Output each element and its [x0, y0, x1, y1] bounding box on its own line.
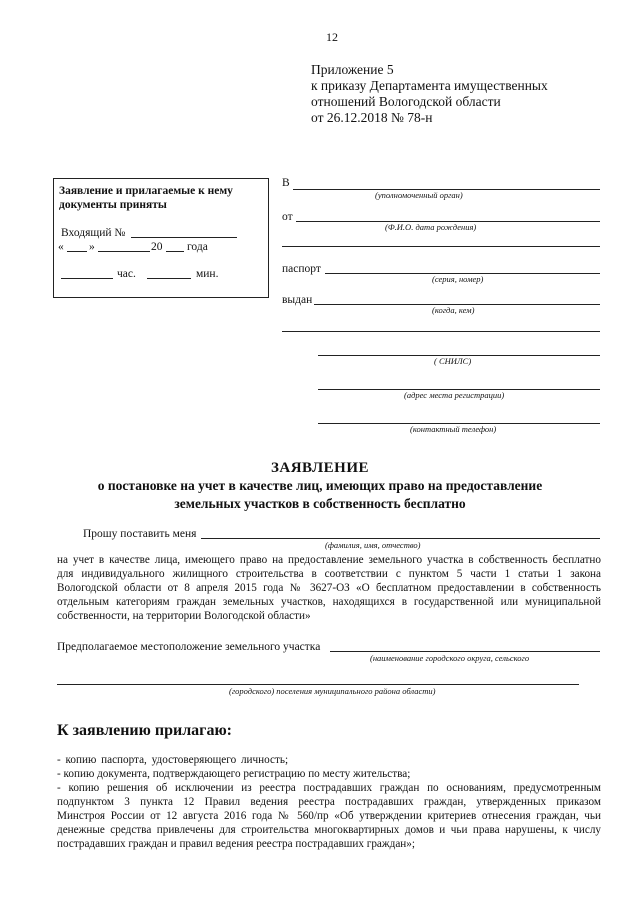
paragraph-line: на учет в качестве лица, имеющего право на предоставление земельного участка в собственность бесплатно: [57, 554, 601, 566]
page-number: 12: [326, 30, 338, 44]
request-caption: (фамилия, имя, отчество): [325, 540, 421, 550]
paragraph-line: для индивидуального жилищного строительства в соответствии с пунктом 5 части 1 статьи 1 закона: [57, 568, 601, 580]
attachments-heading: К заявлению прилагаю:: [57, 722, 232, 739]
attachment-item: Минстроя России от 12 августа 2016 года № 560/пр «Об утверждении критериев отнесения граждан, чьи: [57, 810, 601, 822]
paragraph-line: отдельным категориям граждан земельных участков, находящихся в государственной или муниципальной: [57, 596, 601, 608]
location-field[interactable]: [330, 651, 600, 652]
location-caption: (городского) поселения муниципального района области): [229, 686, 436, 696]
hours-label: час.: [117, 268, 136, 280]
passport-label: паспорт: [282, 263, 321, 275]
issued-field-extra[interactable]: [282, 331, 600, 332]
from-field-extra[interactable]: [282, 246, 600, 247]
to-caption: (уполномоченный орган): [375, 190, 463, 200]
attachment-item: пострадавших граждан и правил ведения реестра пострадавших граждан»;: [57, 838, 415, 850]
year-suffix: года: [187, 241, 208, 253]
address-caption: (адрес места регистрации): [404, 390, 505, 400]
location-field-extra[interactable]: [57, 684, 579, 685]
month-field[interactable]: [98, 251, 150, 252]
issued-caption: (когда, кем): [432, 305, 475, 315]
incoming-label: Входящий №: [61, 227, 126, 239]
attachments-list: [57, 753, 601, 851]
hours-field[interactable]: [61, 278, 113, 279]
year-field[interactable]: [166, 251, 184, 252]
quote-close: »: [89, 241, 95, 253]
appendix-line: от 26.12.2018 № 78-н: [311, 110, 433, 125]
receipt-title: документы приняты: [59, 199, 167, 211]
minutes-label: мин.: [196, 268, 219, 280]
document-subtitle: о постановке на учет в качестве лиц, имеющих право на предоставление: [97, 478, 543, 493]
passport-caption: (серия, номер): [432, 274, 484, 284]
minutes-field[interactable]: [147, 278, 191, 279]
receipt-title: Заявление и прилагаемые к нему: [59, 185, 233, 197]
appendix-block: [311, 62, 548, 126]
paragraph-line: Вологодской области от 8 апреля 2015 года № 3627-ОЗ «О бесплатном предоставлении в собственность: [57, 582, 601, 594]
day-field[interactable]: [67, 251, 87, 252]
paragraph-line: собственности, на территории Вологодской области»: [57, 610, 311, 622]
attachment-item: денежные средства привлечены для строительства многоквартирных домов и чьи права нарушены, к числу: [57, 824, 601, 836]
body-paragraph: [57, 553, 601, 623]
appendix-line: Приложение 5: [311, 62, 394, 77]
issued-label: выдан: [282, 294, 313, 306]
appendix-line: отношений Вологодской области: [311, 94, 501, 109]
request-label: Прошу поставить меня: [83, 528, 197, 540]
from-caption: (Ф.И.О. дата рождения): [385, 222, 477, 232]
location-label: Предполагаемое местоположение земельного участка: [57, 641, 321, 653]
year-prefix: 20: [151, 241, 163, 253]
from-label: от: [282, 211, 293, 223]
applicant-name-field[interactable]: [201, 538, 600, 539]
document-subtitle: земельных участков в собственность бесплатно: [174, 496, 466, 511]
attachment-item: подпунктом 3 пункта 12 Правил ведения реестра пострадавших граждан, утвержденных приказом: [57, 796, 601, 808]
appendix-line: к приказу Департамента имущественных: [311, 78, 548, 93]
incoming-number-field[interactable]: [131, 237, 237, 238]
quote-open: «: [58, 241, 64, 253]
attachment-item: - копию паспорта, удостоверяющего личность;: [57, 754, 289, 766]
attachment-item: - копию решения об исключении из реестра пострадавших граждан по основаниям, предусмотренным: [57, 782, 601, 794]
phone-caption: (контактный телефон): [410, 424, 497, 434]
document-title: ЗАЯВЛЕНИЕ: [270, 460, 370, 476]
to-label: В: [282, 177, 290, 189]
attachment-item: - копию документа, подтверждающего регистрацию по месту жительства;: [57, 768, 411, 780]
location-caption: (наименование городского округа, сельского: [370, 653, 530, 663]
snils-caption: ( СНИЛС): [434, 356, 472, 366]
